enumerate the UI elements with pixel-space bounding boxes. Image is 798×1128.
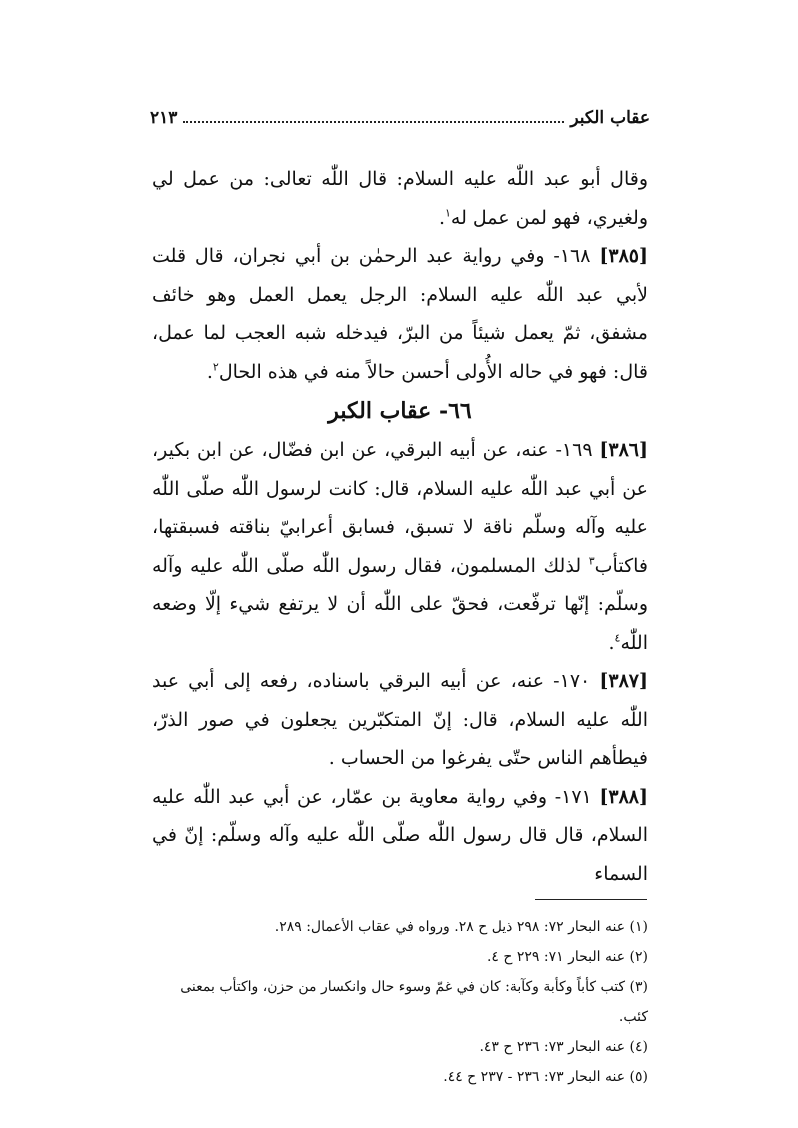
hadith-number-385: [٣٨٥] [599, 245, 648, 267]
footnote-marker-1: ١ [444, 206, 451, 220]
paragraph-387-text: ١٧٠- عنه، عن أبيه البرقي باسناده، رفعه إلى أبي عبد اللّٰه عليه السلام، قال: إنّ المتكبّرين يجعلون في صور الذرّ، فيطأهم الناس حتّى يفرغوا من الحساب . [152, 670, 648, 769]
footnote-marker-2: ٢ [212, 360, 219, 374]
footnote-2: (٢) عنه البحار ٧١: ٢٢٩ ح ٤. [486, 949, 648, 965]
paragraph-388 [152, 778, 648, 894]
running-header [150, 108, 650, 138]
header-dot-leader [183, 109, 564, 123]
paragraph-1: وقال أبو عبد اللّٰه عليه السلام: قال اللّٰه تعالى: من عمل لي ولغيري، فهو لمن عمل له$^١$. [152, 168, 648, 229]
paragraph-386: [٣٨٦] ١٦٩- عنه، عن أبيه البرقي، عن ابن فضّال، عن ابن بكير، عن أبي عبد اللّٰه عليه السلام، قال: كانت لرسول اللّٰه صلّى اللّٰه عليه وآله وسلّم ناقة لا تسبق، فسابق أعرابيّ بناقته فسبقتها، فاكتأب$^٣$ لذلك المسلمون، فقال رسول اللّٰه صلّى اللّٰه عليه وآله وسلّم: إنّها ترفّعت، فحقّ على اللّٰه أن لا يرتفع شيء إلّا وضعه اللّٰه$^٤$. [152, 439, 648, 654]
hadith-number-387: [٣٨٧] [599, 670, 649, 692]
footnote-1: (١) عنه البحار ٧٢: ٢٩٨ ذيل ح ٢٨. ورواه في عقاب الأعمال: ٢٨٩. [274, 919, 648, 935]
footnote-marker-4: ٤ [614, 631, 621, 645]
paragraph-385-text: ١٦٨- وفي رواية عبد الرحمٰن بن أبي نجران، قال قلت لأبي عبد اللّٰه عليه السلام: الرجل يعمل العمل وهو خائف مشفق، ثمّ يعمل شيئاً من البرّ، فيدخله شبه العجب لما عمل، قال: فهو في حاله الأُولى أحسن حالاً منه في هذه الحال [152, 245, 648, 383]
page-number: ٢١٣ [150, 108, 178, 128]
hadith-number-386: [٣٨٦] [599, 439, 648, 461]
main-text [152, 160, 648, 893]
footnote-marker-3: ٣ [588, 554, 595, 568]
paragraph-385: [٣٨٥] ١٦٨- وفي رواية عبد الرحمٰن بن أبي نجران، قال قلت لأبي عبد اللّٰه عليه السلام: الرجل يعمل العمل وهو خائف مشفق، ثمّ يعمل شيئاً من البرّ، فيدخله شبه العجب لما عمل، قال: فهو في حاله الأُولى أحسن حالاً منه في هذه الحال$^٢$. [152, 245, 648, 383]
paragraph-388-text: ١٧١- وفي رواية معاوية بن عمّار، عن أبي عبد اللّٰه عليه السلام، قال قال رسول اللّٰه صلّى اللّٰه عليه وآله وسلّم: إنّ في السماء [152, 785, 648, 885]
footnote-separator [535, 899, 647, 900]
footnotes [150, 912, 648, 1092]
paragraph-387 [152, 662, 648, 778]
hadith-number-388: [٣٨٨] [599, 785, 648, 808]
paragraph-1-text: وقال أبو عبد اللّٰه عليه السلام: قال اللّٰه تعالى: من عمل لي ولغيري، فهو لمن عمل له [152, 168, 648, 229]
footnote-3: (٣) كتب كأباً وكأبة وكآبة: كان في غمّ وسوء حال وانكسار من حزن، واكتأب بمعنى كئب. [180, 979, 648, 1025]
paragraph-386-text-a: ١٦٩- عنه، عن أبيه البرقي، عن ابن فضّال، عن ابن بكير، عن أبي عبد اللّٰه عليه السلام، قال: كانت لرسول اللّٰه صلّى اللّٰه عليه وآله وسلّم ناقة لا تسبق، فسابق أعرابيّ بناقته فسبقتها، فاكتأب [152, 439, 648, 577]
header-title: عقاب الكبر [570, 108, 650, 128]
section-heading: ٦٦- عقاب الكبر [328, 398, 472, 424]
footnote-5: (٥) عنه البحار ٧٣: ٢٣٦ - ٢٣٧ ح ٤٤. [443, 1069, 648, 1085]
paragraph-386-text-b: لذلك المسلمون، فقال رسول اللّٰه صلّى اللّٰه عليه وآله وسلّم: إنّها ترفّعت، فحقّ على اللّٰه أن لا يرتفع شيء إلّا وضعه اللّٰه [152, 554, 648, 654]
footnote-4: (٤) عنه البحار ٧٣: ٢٣٦ ح ٤٣. [479, 1039, 648, 1055]
